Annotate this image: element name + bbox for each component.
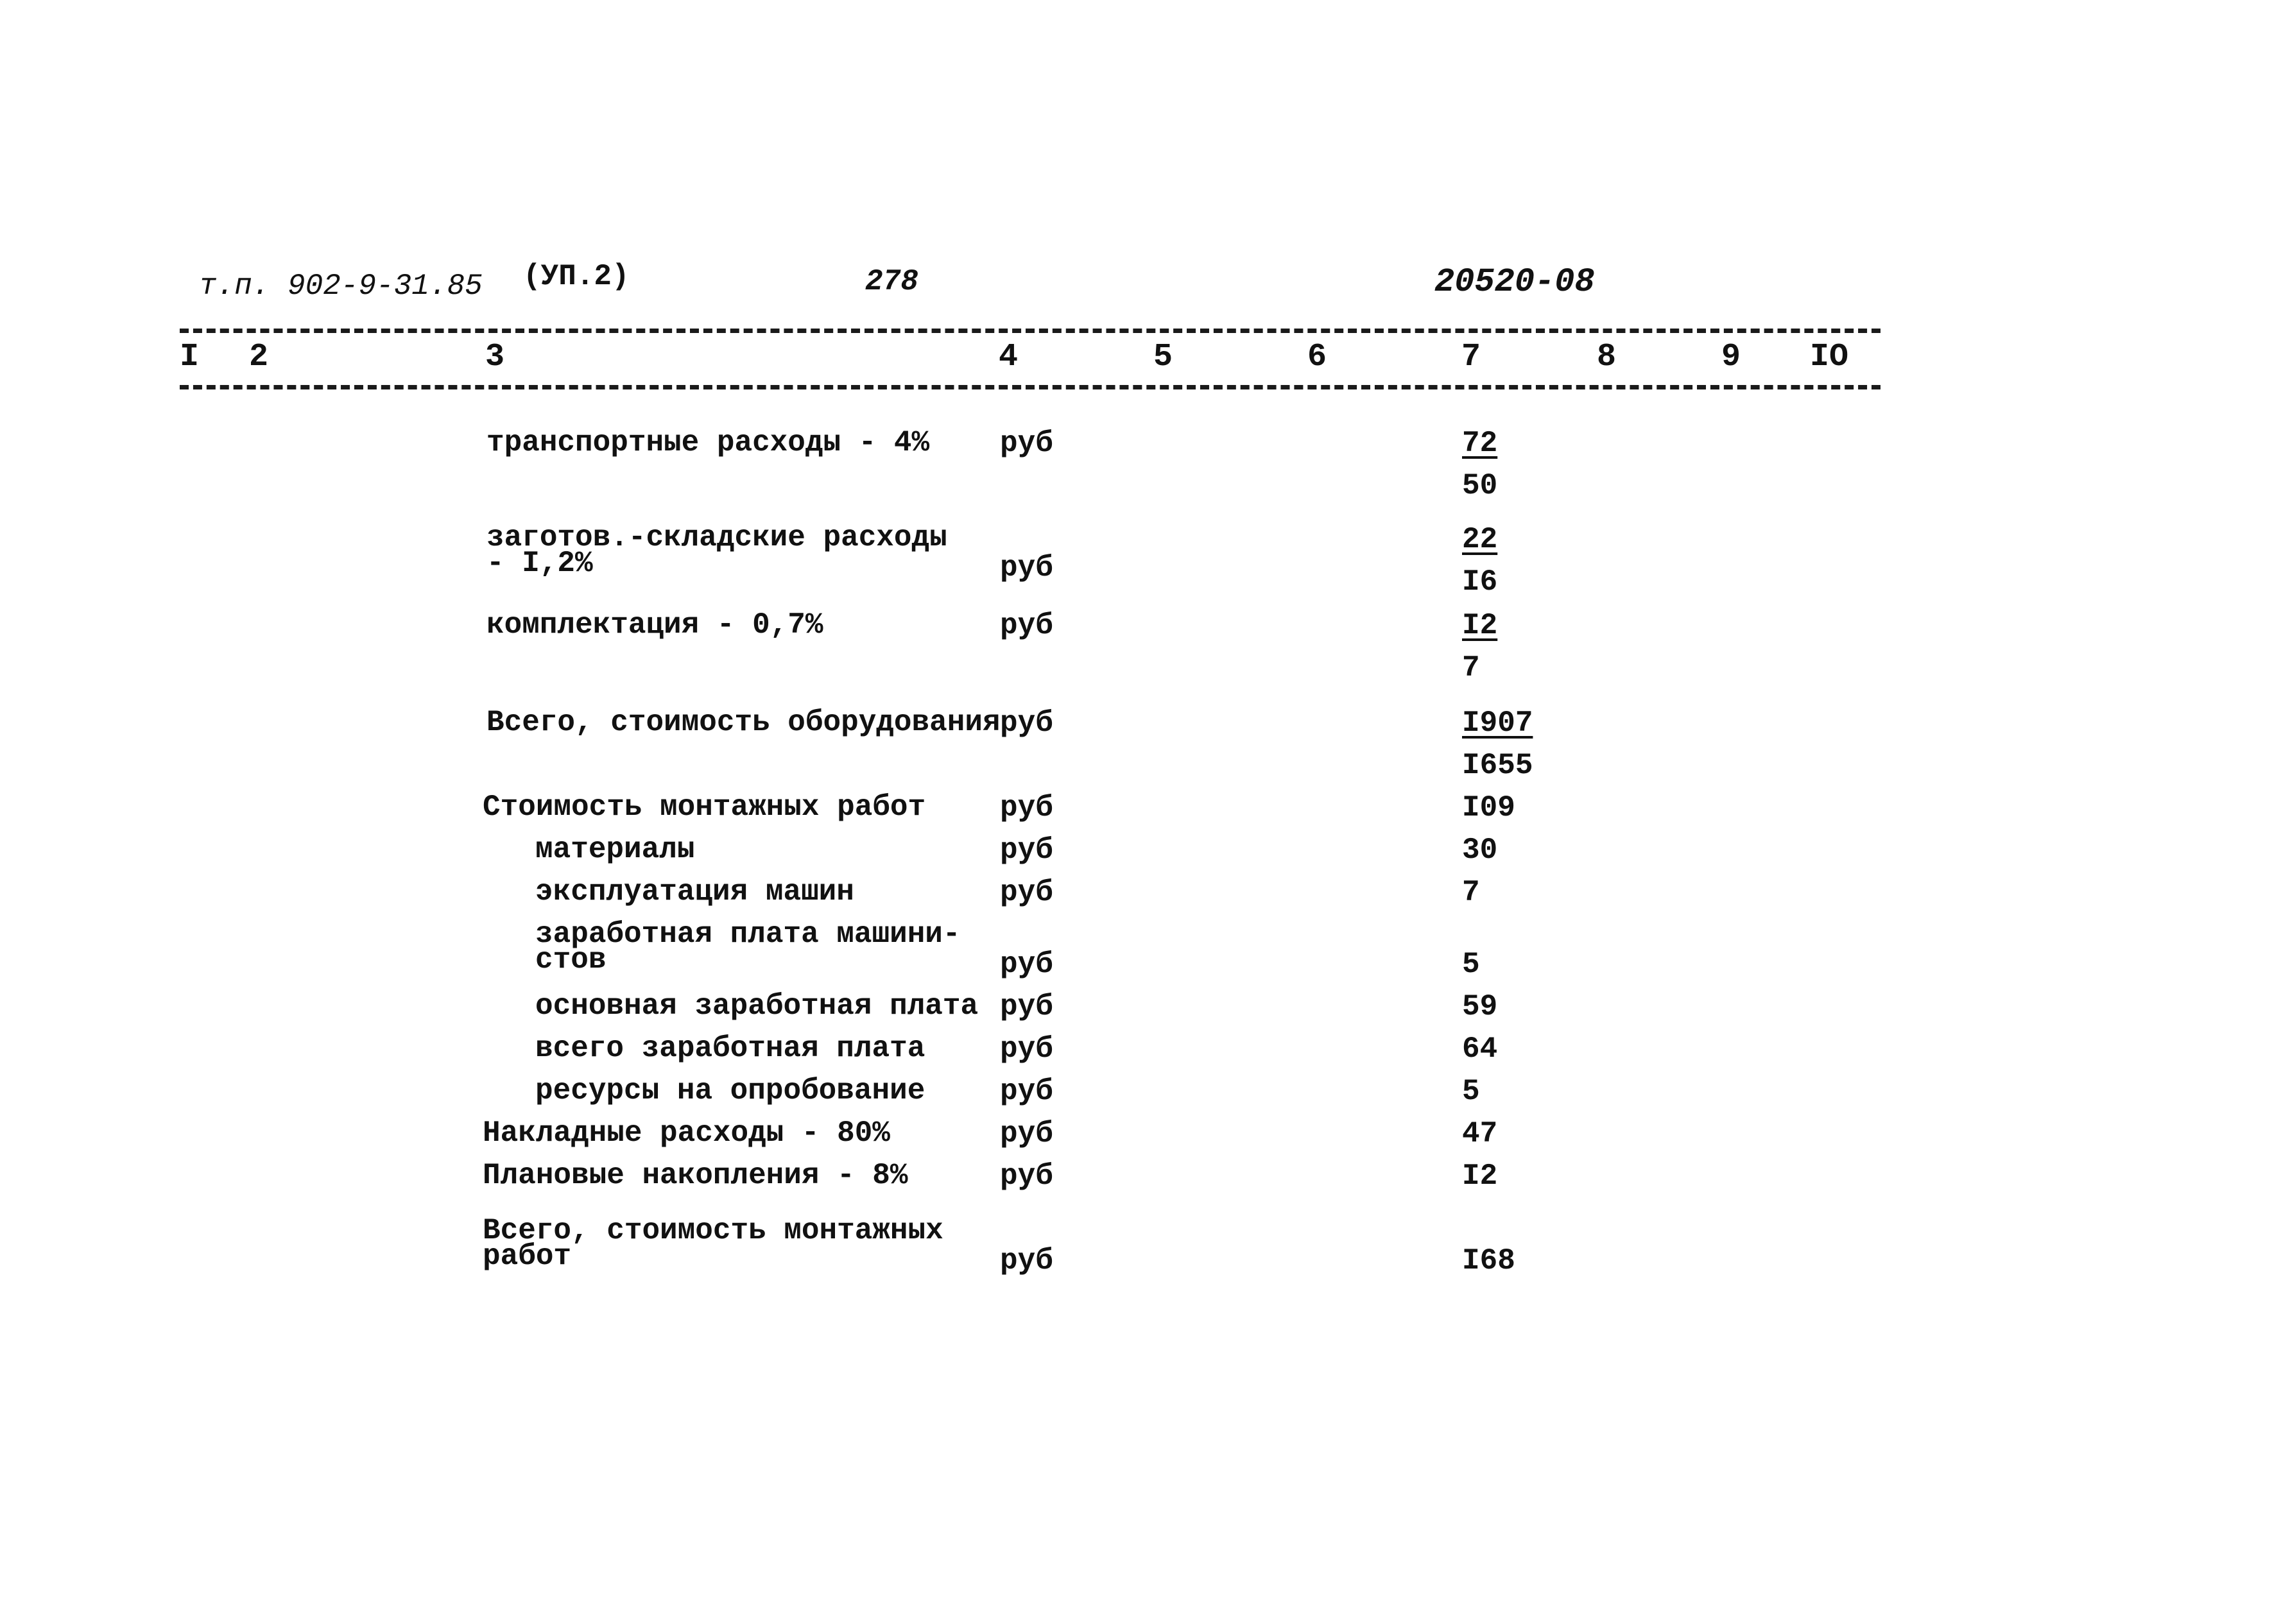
column-number-10: IO — [1810, 339, 1849, 375]
row-description: Плановые накопления - 8% — [483, 1159, 908, 1192]
row-value: 30 — [1462, 833, 1498, 867]
row-description: транспортные расходы - 4% — [486, 426, 930, 459]
row-description: ресурсы на опробование — [535, 1074, 925, 1107]
row-unit: руб — [1000, 1032, 1053, 1066]
column-number-4: 4 — [999, 339, 1019, 375]
doc-code: 20520-08 — [1434, 263, 1595, 301]
column-number-7: 7 — [1461, 339, 1481, 375]
column-number-8: 8 — [1597, 339, 1617, 375]
row-unit: руб — [1000, 1159, 1053, 1193]
row-unit: руб — [1000, 1075, 1053, 1108]
row-description: Всего, стоимость монтажных работ — [483, 1214, 943, 1273]
row-description: материалы — [535, 833, 695, 866]
row-description: заработная плата машини- стов — [535, 918, 961, 977]
header-rule-top — [180, 329, 1880, 333]
row-description: заготов.-складские расходы - I,2% — [486, 521, 947, 580]
row-value — [1462, 611, 1506, 683]
row-unit: руб — [1000, 948, 1053, 981]
row-unit: руб — [1000, 791, 1053, 825]
row-value: 59 — [1462, 990, 1498, 1023]
column-number-6: 6 — [1307, 339, 1327, 375]
row-description: Накладные расходы - 80% — [483, 1116, 890, 1150]
row-unit: руб — [1000, 990, 1053, 1023]
row-value: 47 — [1462, 1117, 1498, 1150]
row-unit: руб — [1000, 609, 1053, 642]
column-number-9: 9 — [1721, 339, 1741, 375]
row-description: комплектация - 0,7% — [486, 608, 823, 642]
doc-reference: т.п. 902-9-31.85 — [199, 269, 483, 303]
row-unit: руб — [1000, 1117, 1053, 1150]
row-value: I68 — [1462, 1244, 1515, 1278]
column-number-2: 2 — [249, 339, 269, 375]
row-value — [1462, 429, 1506, 500]
row-description: Всего, стоимость оборудования — [486, 706, 1001, 739]
value-denominator: I6 — [1462, 565, 1498, 599]
row-value: I09 — [1462, 791, 1515, 825]
value-denominator: 7 — [1462, 651, 1480, 685]
row-unit: руб — [1000, 876, 1053, 909]
row-value — [1462, 525, 1506, 597]
row-unit: руб — [1000, 833, 1053, 867]
row-description: эксплуатация машин — [535, 875, 854, 909]
row-value: 64 — [1462, 1032, 1498, 1066]
row-value: I2 — [1462, 1159, 1498, 1193]
row-value: 5 — [1462, 1075, 1480, 1108]
value-numerator: I2 — [1462, 609, 1498, 642]
value-numerator: I907 — [1462, 706, 1533, 740]
row-description: всего заработная плата — [535, 1032, 925, 1065]
column-number-3: 3 — [485, 339, 505, 375]
row-unit: руб — [1000, 706, 1053, 740]
value-denominator: I655 — [1462, 749, 1533, 782]
row-value — [1462, 708, 1542, 780]
row-description: основная заработная плата — [535, 989, 979, 1023]
row-value: 7 — [1462, 876, 1480, 909]
column-number-1: I — [180, 339, 200, 375]
row-unit: руб — [1000, 1244, 1053, 1278]
value-numerator: 22 — [1462, 523, 1498, 556]
column-number-5: 5 — [1153, 339, 1173, 375]
section-label: (УП.2) — [523, 260, 630, 293]
header-rule-bottom — [180, 385, 1880, 389]
page-number: 278 — [865, 265, 918, 298]
row-unit: руб — [1000, 427, 1053, 460]
value-denominator: 50 — [1462, 469, 1498, 502]
row-description: Стоимость монтажных работ — [483, 791, 926, 824]
row-unit: руб — [1000, 551, 1053, 585]
row-value: 5 — [1462, 948, 1480, 981]
value-numerator: 72 — [1462, 427, 1498, 460]
